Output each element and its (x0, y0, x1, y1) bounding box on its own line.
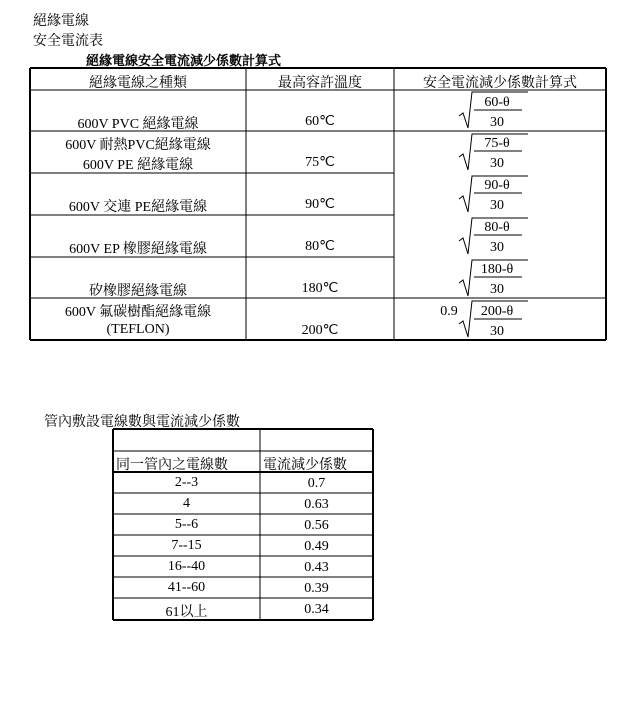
formula-row1-denominator: 30 (490, 115, 504, 130)
table2-row1-count: 2--3 (174, 475, 199, 490)
table2-row6-factor: 0.39 (304, 581, 329, 596)
table2-row7-factor: 0.34 (304, 602, 329, 617)
table1-row6-type-line2: (TEFLON) (106, 322, 170, 337)
table1-row5-temp: 180℃ (301, 281, 339, 296)
formula-row2-numerator: 75-θ (484, 136, 510, 151)
formula-row2-denominator: 30 (490, 156, 504, 171)
table1-row5-type: 矽橡膠絕緣電線 (89, 284, 187, 299)
formula-row4-numerator: 80-θ (484, 220, 510, 235)
doc-title-line1: 絕緣電線 (33, 13, 89, 29)
table1-row2-temp: 75℃ (305, 155, 335, 170)
table2-row5-count: 16--40 (167, 559, 206, 574)
table1-row3-type: 600V 交連 PE絕緣電線 (68, 200, 208, 215)
table1-title: 絕緣電線安全電流減少係數計算式 (86, 54, 282, 69)
table1-row2-type-line1: 600V 耐熱PVC絕緣電線 (65, 138, 211, 153)
table2-row5-factor: 0.43 (304, 560, 329, 575)
formula-row3-denominator: 30 (490, 198, 504, 213)
formula-row6-numerator: 200-θ (480, 304, 514, 319)
table1-header-temp: 最高容許溫度 (278, 75, 362, 91)
formula-row3-numerator: 90-θ (484, 178, 510, 193)
table2-header-factor: 電流減少係數 (263, 457, 347, 473)
formula-row5-denominator: 30 (490, 282, 504, 297)
table1-header-type: 絕緣電線之種類 (89, 75, 187, 91)
table2-row3-count: 5--6 (174, 517, 199, 532)
table2-row2-count: 4 (183, 496, 190, 511)
table1-row3-temp: 90℃ (305, 197, 335, 212)
formula-row6-prefix: 0.9 (440, 304, 458, 319)
table2-row3-factor: 0.56 (304, 518, 329, 533)
table1-row4-temp: 80℃ (305, 239, 335, 254)
table1-row6-temp: 200℃ (301, 323, 339, 338)
table2-row1-factor: 0.7 (307, 476, 326, 491)
formula-row6-denominator: 30 (490, 324, 504, 339)
table1-header-formula: 安全電流減少係數計算式 (423, 75, 577, 91)
doc-title-line2: 安全電流表 (33, 33, 103, 49)
formula-row4-denominator: 30 (490, 240, 504, 255)
table1-row1-type: 600V PVC 絕緣電線 (77, 117, 199, 132)
table1-row4-type: 600V EP 橡膠絕緣電線 (69, 242, 207, 257)
table2-title: 管內敷設電線數與電流減少係數 (44, 414, 240, 430)
formula-row1-numerator: 60-θ (484, 95, 510, 110)
table1-row6-type-line1: 600V 氟碳樹酯絕緣電線 (64, 305, 212, 320)
table2-row7-count: 61以上 (165, 605, 208, 620)
table2-header-count: 同一管內之電線數 (116, 457, 228, 473)
table2-row4-factor: 0.49 (304, 539, 329, 554)
table2-row4-count: 7--15 (171, 538, 202, 553)
table2-row2-factor: 0.63 (304, 497, 329, 512)
table1-row1-temp: 60℃ (305, 114, 335, 129)
formula-row5-numerator: 180-θ (480, 262, 514, 277)
table2-row6-count: 41--60 (167, 580, 206, 595)
table1-row2-type-line2: 600V PE 絕緣電線 (82, 158, 194, 173)
